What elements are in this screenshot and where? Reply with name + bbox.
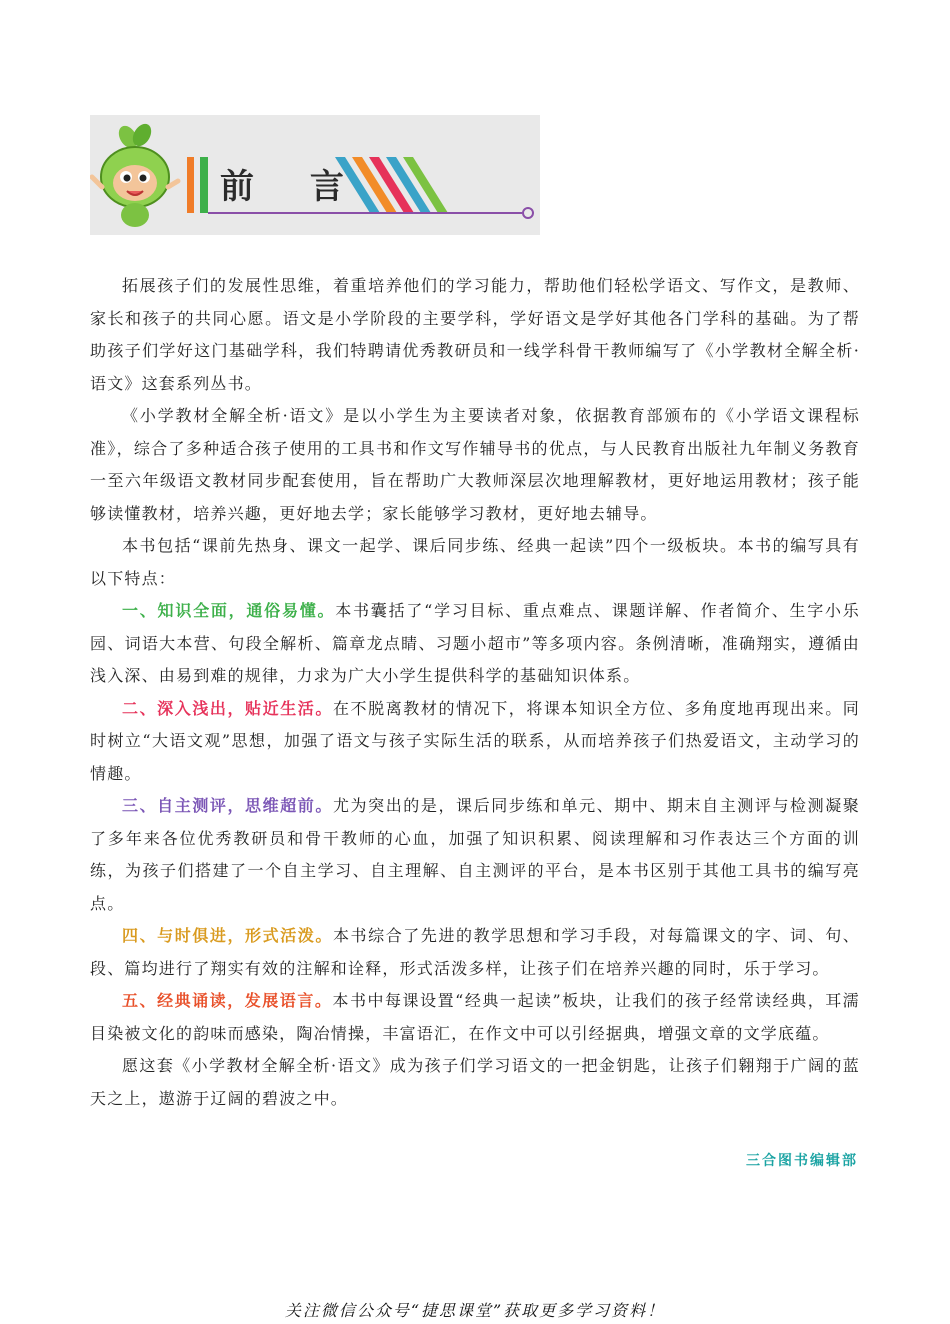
- preface-body: [90, 270, 860, 1115]
- feature-heading: 四、与时俱进，形式活泼。: [122, 926, 333, 945]
- feature-heading: 二、深入浅出，贴近生活。: [122, 698, 333, 718]
- feature-heading: 五、经典诵读，发展语言。: [122, 991, 333, 1010]
- feature-point-1: 一、知识全面，通俗易懂。本书囊括了“学习目标、重点难点、课题详解、作者简介、生字小乐园、词语大本营、句段全解析、篇章龙点睛、习题小超市”等多项内容。条例清晰，准确翔实，遵循由浅入深、由易到难的规律，力求为广大小学生提供科学的基础知识体系。: [90, 601, 861, 685]
- paragraph-closing: 愿这套《小学教材全解全析·语文》成为孩子们学习语文的一把金钥匙，让孩子们翱翔于广阔的蓝天之上，遨游于辽阔的碧波之中。: [90, 1056, 860, 1108]
- feature-heading: 三、自主测评，思维超前。: [122, 796, 333, 815]
- editorial-signature: 三合图书编辑部: [746, 1153, 858, 1169]
- feature-point-4: 四、与时俱进，形式活泼。本书综合了先进的教学思想和学习手段，对每篇课文的字、词、句、段、篇均进行了翔实有效的注解和诠释，形式活泼多样，让孩子们在培养兴趣的同时，乐于学习。: [90, 926, 860, 978]
- feature-point-2: 二、深入浅出，贴近生活。在不脱离教材的情况下，将课本知识全方位、多角度地再现出来。同时树立“大语文观”思想，加强了语文与孩子实际生活的联系，从而培养孩子们热爱语文，主动学习的情趣。: [90, 698, 860, 783]
- footer-watermark-text: 关注微信公众号“捷思课堂”获取更多学习资料！: [284, 1301, 666, 1320]
- paragraph-intro: 拓展孩子们的发展性思维，着重培养他们的学习能力，帮助他们轻松学语文、写作文，是教师、家长和孩子的共同心愿。语文是小学阶段的主要学科，学好语文是学好其他各门学科的基础。为了帮助孩子们学好这门基础学科，我们特聘请优秀教研员和一线学科骨干教师编写了《小学教材全解全析·语文》这套系列丛书。: [90, 276, 860, 393]
- feature-point-5: 五、经典诵读，发展语言。本书中每课设置“经典一起读”板块，让我们的孩子经常读经典，耳濡目染被文化的韵味而感染，陶冶情操，丰富语汇，在作文中可以引经据典，增强文章的文学底蕴。: [90, 991, 861, 1043]
- paragraph-book-overview: 《小学教材全解全析·语文》是以小学生为主要读者对象，依据教育部颁布的《小学语文课程标准》，综合了多种适合孩子使用的工具书和作文写作辅导书的优点，与人民教育出版社九年制义务教育一至六年级语文教材同步配套使用，旨在帮助广大教师深层次地理解教材，更好地运用教材；孩子能够读懂教材，培养兴趣，更好地去学；家长能够学习教材，更好地去辅导。: [90, 406, 860, 523]
- page-title: 前 言: [220, 167, 366, 207]
- feature-heading: 一、知识全面，通俗易懂。: [122, 601, 336, 620]
- feature-point-3: 三、自主测评，思维超前。尤为突出的是，课后同步练和单元、期中、期末自主测评与检测凝聚了多年来各位优秀教研员和骨干教师的心血，加强了知识积累、阅读理解和习作表达三个方面的训练，为孩子们搭建了一个自主学习、自主理解、自主测评的平台，是本书区别于其他工具书的编写亮点。: [90, 796, 860, 913]
- paragraph-sections: 本书包括“课前先热身、课文一起学、课后同步练、经典一起读”四个一级板块。本书的编写具有以下特点：: [90, 536, 860, 588]
- preface-header: [90, 115, 540, 235]
